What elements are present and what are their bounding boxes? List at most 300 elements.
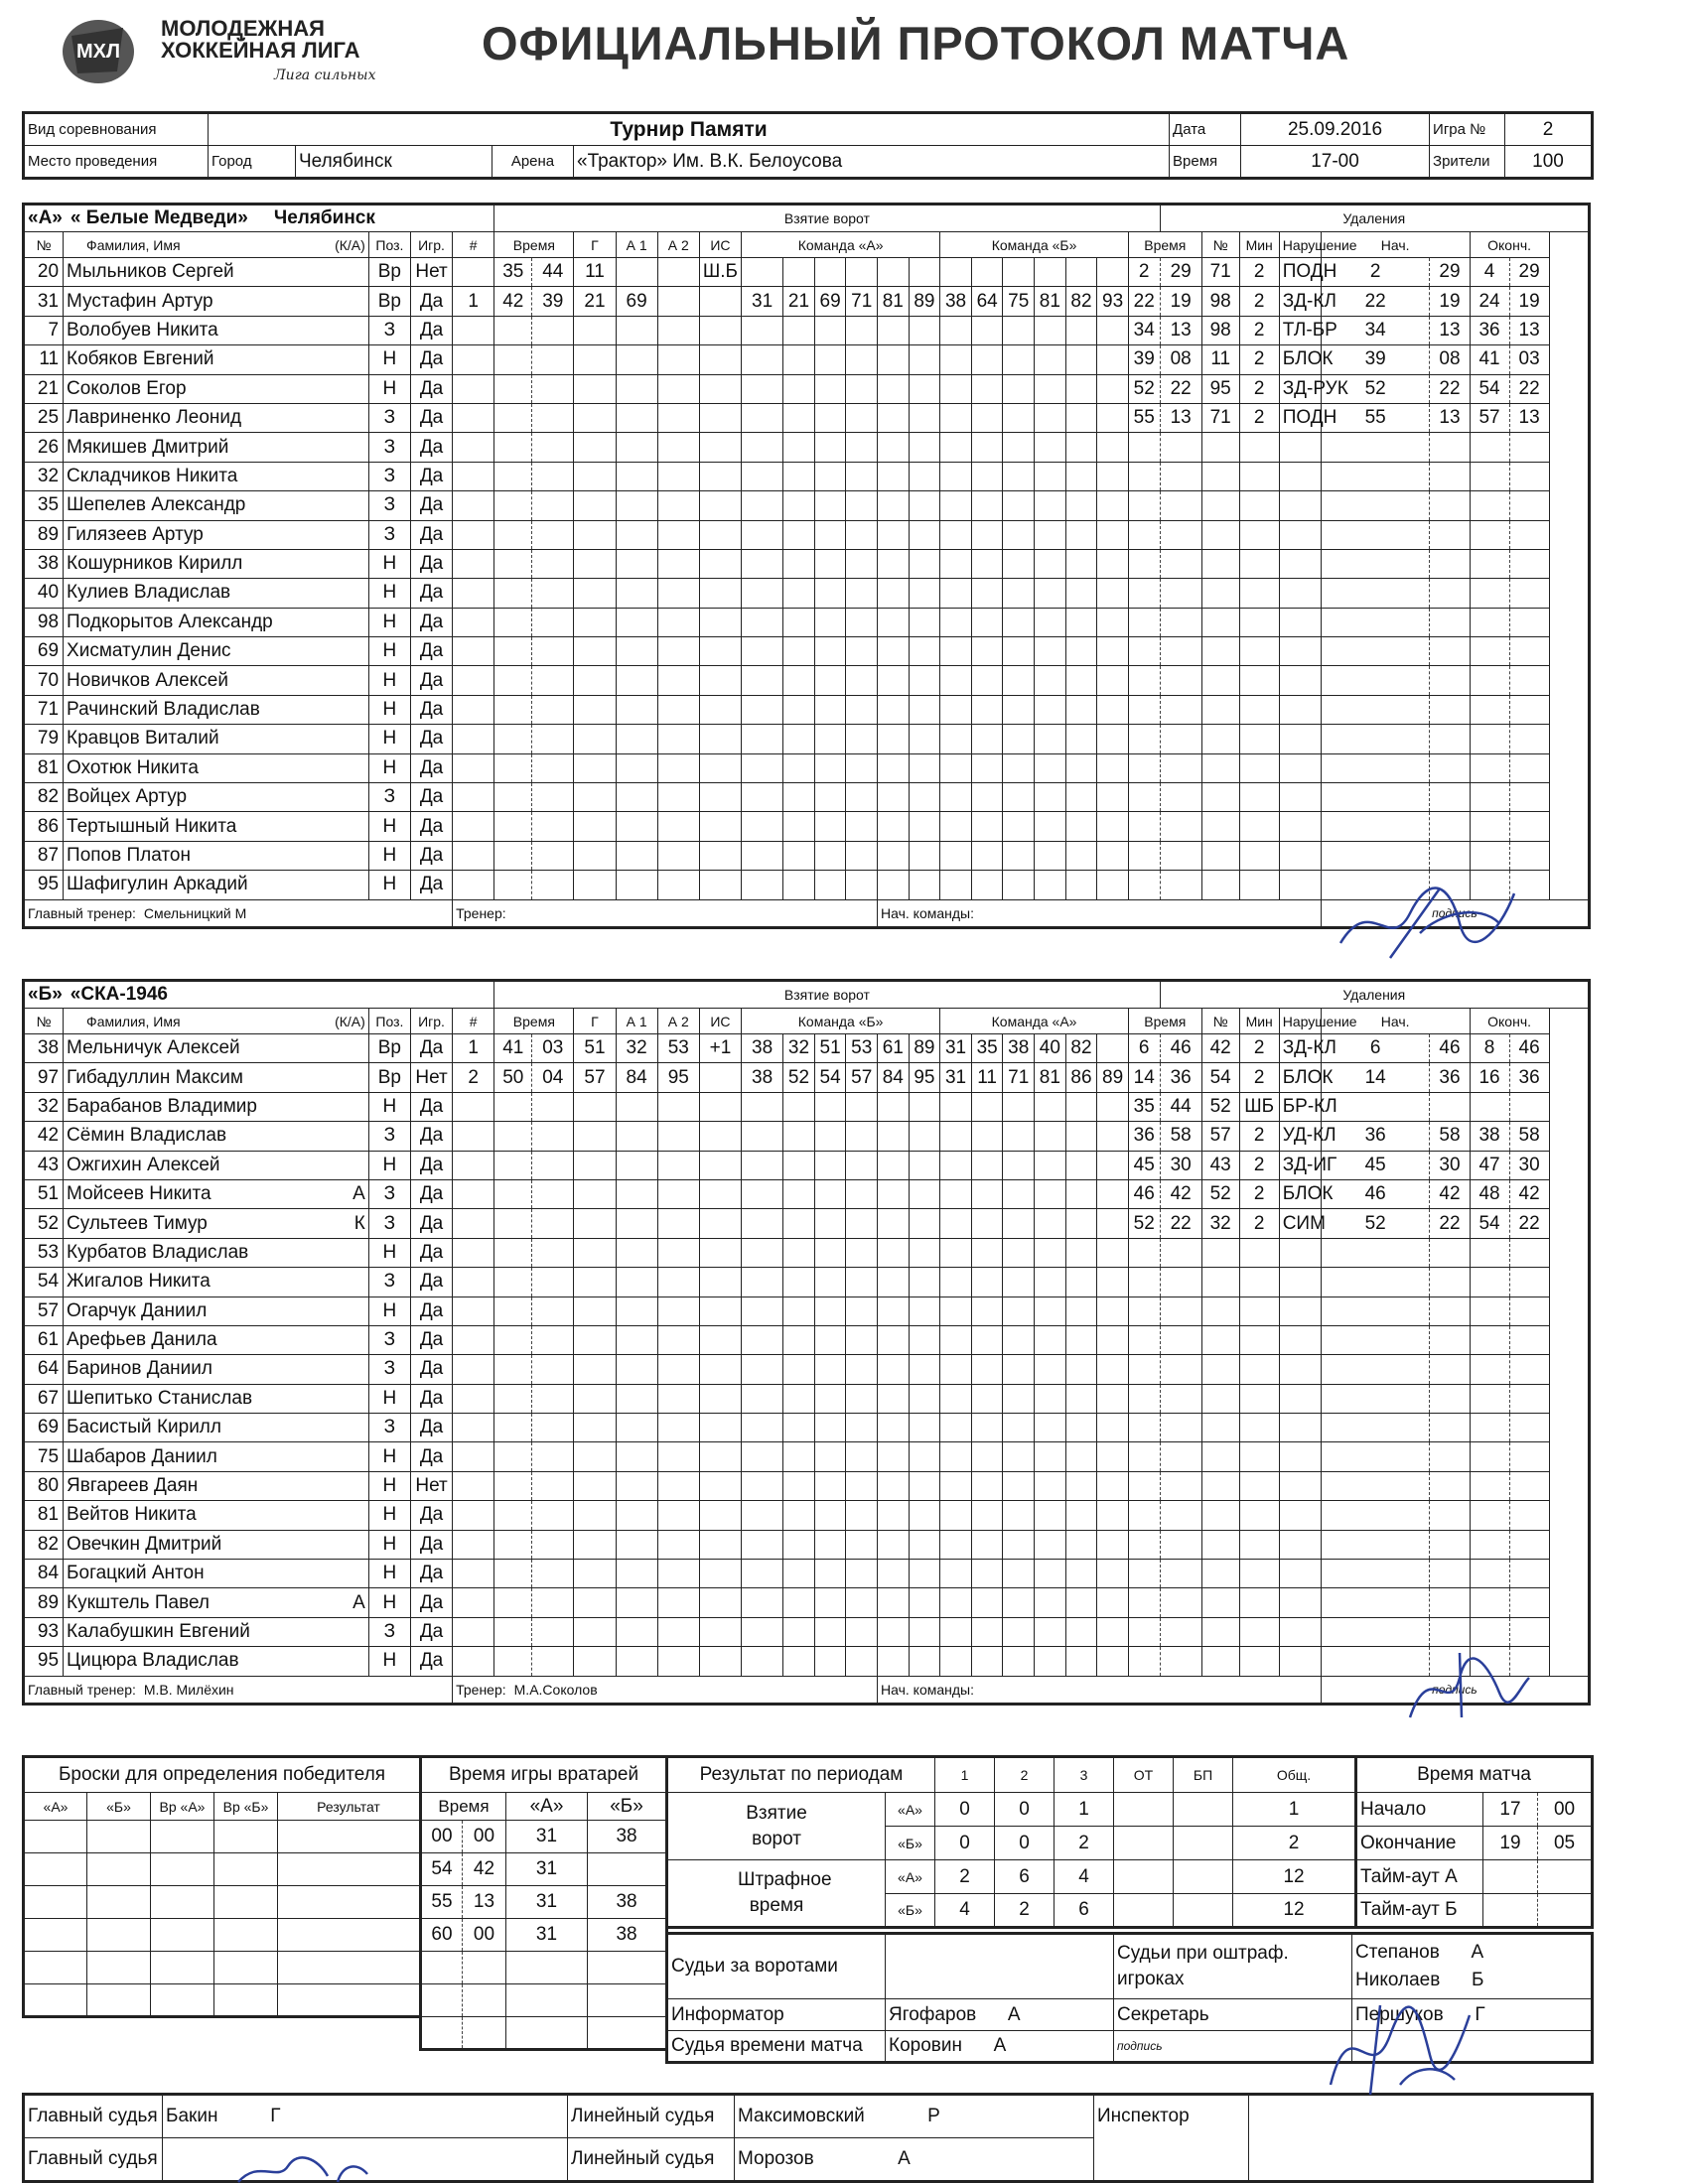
goal-time-mm bbox=[494, 520, 532, 549]
table-row bbox=[24, 608, 1590, 636]
goal-assist-2 bbox=[657, 374, 699, 403]
penalty-violation: БР-КЛ bbox=[1279, 1092, 1321, 1121]
goalie-time-ss: 00 bbox=[463, 1919, 506, 1952]
period-col: 3 bbox=[1055, 1757, 1114, 1793]
shootout-cell bbox=[278, 1886, 421, 1919]
onice-opp-player bbox=[971, 783, 1003, 812]
goal-assist-1 bbox=[616, 1414, 657, 1442]
goal-time-ss bbox=[532, 520, 574, 549]
onice-own-player bbox=[742, 1530, 783, 1559]
onice-opp-player bbox=[1035, 1647, 1066, 1676]
penalty-violation: БЛОК bbox=[1279, 345, 1321, 374]
penalty-start-ss bbox=[1430, 1588, 1470, 1617]
onice-own-player bbox=[742, 1560, 783, 1588]
penalty-start-mm bbox=[1321, 695, 1430, 724]
spectators-label: Зрители bbox=[1430, 146, 1505, 179]
onice-opp-player: 38 bbox=[1003, 1034, 1035, 1063]
onice-opp-player bbox=[1035, 637, 1066, 666]
onice-own-player bbox=[783, 520, 815, 549]
player-name bbox=[64, 345, 369, 374]
penalty-violation: БЛОК bbox=[1279, 1179, 1321, 1208]
penalty-time-ss bbox=[1160, 1647, 1201, 1676]
onice-opp-player bbox=[940, 637, 972, 666]
onice-opp-player bbox=[971, 462, 1003, 490]
periods-goals-value: 2 bbox=[1055, 1827, 1114, 1860]
match-end-mm: 19 bbox=[1483, 1827, 1538, 1860]
player-name-text: Мыльников Сергей bbox=[67, 261, 234, 283]
onice-opp-player bbox=[1003, 258, 1035, 287]
shootout-cell bbox=[24, 1821, 87, 1853]
onice-opp-player bbox=[971, 403, 1003, 432]
penalty-end-mm: 54 bbox=[1470, 1209, 1509, 1238]
onice-opp-player: 38 bbox=[940, 287, 972, 316]
penalty-end-ss bbox=[1509, 462, 1549, 490]
periods-goals-value bbox=[1174, 1793, 1233, 1827]
onice-own-player bbox=[909, 608, 940, 636]
table-row bbox=[24, 637, 1590, 666]
onice-opp-player bbox=[1065, 1268, 1097, 1297]
penalty-minutes: 2 bbox=[1239, 1122, 1279, 1151]
penalty-time-ss bbox=[1160, 1325, 1201, 1354]
goal-time-mm: 50 bbox=[494, 1063, 532, 1092]
penalty-time-mm: 45 bbox=[1128, 1151, 1160, 1179]
table-row bbox=[24, 1647, 1590, 1676]
penalty-end-mm bbox=[1470, 1414, 1509, 1442]
team-header-header-prefix: «Б» bbox=[28, 984, 63, 1005]
col-is: ИС bbox=[699, 1009, 741, 1034]
periods-goals-value bbox=[1114, 1827, 1174, 1860]
shootout-cell bbox=[151, 1853, 214, 1886]
penalty-judge1-initial: А bbox=[1471, 1942, 1484, 1963]
goalie-time-col-time: Время bbox=[421, 1793, 506, 1821]
onice-own-player bbox=[742, 1122, 783, 1151]
penalty-start-ss bbox=[1430, 491, 1470, 520]
player-name-text: Новичков Алексей bbox=[67, 669, 228, 691]
player-number: 11 bbox=[24, 345, 64, 374]
onice-opp-player bbox=[1035, 316, 1066, 344]
onice-own-player bbox=[783, 1384, 815, 1413]
penalty-time-ss: 42 bbox=[1160, 1179, 1201, 1208]
penalty-time-ss bbox=[1160, 1268, 1201, 1297]
onice-own-player bbox=[783, 491, 815, 520]
logo-text: МХЛ bbox=[75, 41, 121, 63]
onice-opp-player bbox=[1097, 258, 1129, 287]
goal-number bbox=[453, 1209, 494, 1238]
goal-time-ss bbox=[532, 579, 574, 608]
penalty-player bbox=[1201, 695, 1239, 724]
penalty-time-ss bbox=[1160, 637, 1201, 666]
onice-opp-player bbox=[940, 549, 972, 578]
goalie-time-a: 31 bbox=[506, 1821, 588, 1853]
onice-opp-player bbox=[971, 433, 1003, 462]
player-played: Да bbox=[410, 871, 452, 899]
goal-assist-1 bbox=[616, 345, 657, 374]
onice-own-player bbox=[909, 753, 940, 782]
onice-own-player bbox=[909, 1471, 940, 1500]
table-row bbox=[24, 666, 1590, 695]
onice-opp-player bbox=[1097, 1588, 1129, 1617]
onice-opp-player bbox=[971, 1384, 1003, 1413]
onice-opp-player bbox=[1097, 666, 1129, 695]
onice-own-player bbox=[846, 1588, 878, 1617]
onice-opp-player: 40 bbox=[1035, 1034, 1066, 1063]
table-row bbox=[24, 1034, 1590, 1063]
onice-own-player bbox=[783, 841, 815, 870]
table-row bbox=[24, 695, 1590, 724]
onice-own-player bbox=[878, 316, 910, 344]
periods-pim-value: 4 bbox=[1055, 1860, 1114, 1894]
penalty-violation bbox=[1279, 753, 1321, 782]
onice-opp-player bbox=[1003, 1325, 1035, 1354]
goalie-time-ss: 00 bbox=[463, 1821, 506, 1853]
goal-situation bbox=[699, 1588, 741, 1617]
penalty-end-ss bbox=[1509, 1617, 1549, 1646]
player-name bbox=[64, 812, 369, 841]
goal-assist-1 bbox=[616, 1297, 657, 1325]
goal-situation bbox=[699, 1209, 741, 1238]
penalty-start-mm bbox=[1321, 1501, 1430, 1530]
col-pen-start: Нач. bbox=[1321, 1009, 1470, 1034]
team-a-protocol bbox=[22, 203, 1591, 929]
periods-pim-value: 12 bbox=[1233, 1894, 1356, 1928]
penalty-end-ss bbox=[1509, 1238, 1549, 1267]
onice-own-player bbox=[878, 1355, 910, 1384]
goalie-time-ss bbox=[463, 1984, 506, 2017]
player-name bbox=[64, 1442, 369, 1471]
goal-time-ss bbox=[532, 433, 574, 462]
goalie-time-col-a: «А» bbox=[506, 1793, 588, 1821]
penalty-start-ss bbox=[1430, 1238, 1470, 1267]
onice-own-player bbox=[742, 1268, 783, 1297]
penalty-end-mm: 36 bbox=[1470, 316, 1509, 344]
penalty-time-mm bbox=[1128, 783, 1160, 812]
linesman-2-name: Морозов bbox=[738, 2148, 814, 2169]
player-name bbox=[64, 1034, 369, 1063]
onice-own-player bbox=[846, 666, 878, 695]
onice-own-player bbox=[742, 520, 783, 549]
goal-time-mm bbox=[494, 812, 532, 841]
penalty-start-ss: 22 bbox=[1430, 1209, 1470, 1238]
onice-own-player: 71 bbox=[846, 287, 878, 316]
penalty-player bbox=[1201, 1588, 1239, 1617]
onice-own-player bbox=[742, 1092, 783, 1121]
player-played: Да bbox=[410, 520, 452, 549]
onice-opp-player bbox=[1003, 345, 1035, 374]
onice-own-player bbox=[783, 1647, 815, 1676]
goal-number bbox=[453, 1414, 494, 1442]
goal-time-mm bbox=[494, 549, 532, 578]
penalty-start-mm: 2 bbox=[1321, 258, 1430, 287]
col-pen-min: Мин bbox=[1239, 232, 1279, 258]
penalty-end-mm bbox=[1470, 1471, 1509, 1500]
goal-assist-1 bbox=[616, 637, 657, 666]
onice-opp-player bbox=[1003, 1471, 1035, 1500]
penalty-start-mm bbox=[1321, 666, 1430, 695]
goal-assist-2 bbox=[657, 1560, 699, 1588]
player-number: 71 bbox=[24, 695, 64, 724]
penalty-time-ss bbox=[1160, 841, 1201, 870]
penalty-minutes bbox=[1239, 433, 1279, 462]
goal-number bbox=[453, 520, 494, 549]
penalty-end-ss bbox=[1509, 725, 1549, 753]
goal-scorer bbox=[574, 579, 616, 608]
goal-situation bbox=[699, 579, 741, 608]
onice-own-player bbox=[909, 1238, 940, 1267]
onice-opp-player bbox=[1003, 491, 1035, 520]
penalty-start-mm: 45 bbox=[1321, 1151, 1430, 1179]
goal-situation bbox=[699, 725, 741, 753]
onice-own-player bbox=[878, 1122, 910, 1151]
onice-opp-player bbox=[971, 1325, 1003, 1354]
player-pos: З bbox=[368, 1122, 410, 1151]
onice-opp-player bbox=[1003, 812, 1035, 841]
table-row bbox=[24, 1530, 1590, 1559]
penalty-violation bbox=[1279, 841, 1321, 870]
penalty-end-ss: 36 bbox=[1509, 1063, 1549, 1092]
player-number: 69 bbox=[24, 1414, 64, 1442]
col-ka-label: (К/А) bbox=[335, 236, 365, 253]
goal-assist-1 bbox=[616, 374, 657, 403]
onice-own-player bbox=[846, 1179, 878, 1208]
penalty-minutes bbox=[1239, 871, 1279, 899]
onice-own-player bbox=[878, 579, 910, 608]
goal-assist-1: 69 bbox=[616, 287, 657, 316]
goal-assist-2 bbox=[657, 520, 699, 549]
onice-opp-player bbox=[1097, 1355, 1129, 1384]
onice-opp-player bbox=[940, 666, 972, 695]
penalty-time-mm: 6 bbox=[1128, 1034, 1160, 1063]
penalty-start-mm bbox=[1321, 753, 1430, 782]
onice-opp-player bbox=[971, 1238, 1003, 1267]
penalty-start-ss bbox=[1430, 1530, 1470, 1559]
onice-opp-player bbox=[1035, 1560, 1066, 1588]
penalty-time-ss: 13 bbox=[1160, 403, 1201, 432]
onice-opp-player bbox=[971, 1471, 1003, 1500]
periods-team-b: «Б» bbox=[886, 1827, 935, 1860]
goal-time-ss bbox=[532, 1588, 574, 1617]
onice-own-player bbox=[878, 462, 910, 490]
player-played: Да bbox=[410, 579, 452, 608]
player-played: Да bbox=[410, 1384, 452, 1413]
goal-situation bbox=[699, 433, 741, 462]
onice-opp-player bbox=[940, 1355, 972, 1384]
goal-time-ss bbox=[532, 374, 574, 403]
penalty-end-mm bbox=[1470, 433, 1509, 462]
goal-scorer bbox=[574, 1414, 616, 1442]
goal-assist-1 bbox=[616, 491, 657, 520]
penalty-minutes bbox=[1239, 520, 1279, 549]
penalties-section-title: Удаления bbox=[1160, 981, 1589, 1009]
onice-own-player bbox=[846, 345, 878, 374]
onice-opp-player bbox=[1065, 1414, 1097, 1442]
onice-own-player bbox=[783, 1122, 815, 1151]
onice-own-player bbox=[909, 1384, 940, 1413]
onice-opp-player bbox=[940, 1268, 972, 1297]
player-name bbox=[64, 695, 369, 724]
player-played: Да bbox=[410, 1268, 452, 1297]
onice-own-player bbox=[846, 579, 878, 608]
player-name bbox=[64, 579, 369, 608]
penalty-judges-label: Судьи при оштраф. игроках bbox=[1114, 1934, 1352, 1999]
table-row bbox=[24, 1384, 1590, 1413]
player-name-text: Войцех Артур bbox=[67, 786, 188, 808]
goal-assist-2 bbox=[657, 549, 699, 578]
penalty-violation bbox=[1279, 783, 1321, 812]
penalty-violation bbox=[1279, 491, 1321, 520]
goalie-time-col-b: «Б» bbox=[588, 1793, 667, 1821]
city-label: Город bbox=[209, 146, 296, 179]
penalty-end-mm: 48 bbox=[1470, 1179, 1509, 1208]
penalty-start-ss: 36 bbox=[1430, 1063, 1470, 1092]
col-g: Г bbox=[574, 1009, 616, 1034]
onice-opp-player bbox=[1035, 841, 1066, 870]
onice-opp-player: 31 bbox=[940, 1063, 972, 1092]
penalty-player bbox=[1201, 783, 1239, 812]
periods-pim-value: 6 bbox=[1055, 1894, 1114, 1928]
onice-own-player bbox=[846, 1384, 878, 1413]
penalty-violation: ЗД-РУК bbox=[1279, 374, 1321, 403]
penalty-time-mm: 36 bbox=[1128, 1122, 1160, 1151]
goalie-time-ss: 13 bbox=[463, 1886, 506, 1919]
onice-own-player bbox=[846, 1560, 878, 1588]
onice-opp-player bbox=[940, 695, 972, 724]
penalty-violation: СИМ bbox=[1279, 1209, 1321, 1238]
goal-scorer bbox=[574, 1501, 616, 1530]
penalty-start-mm bbox=[1321, 579, 1430, 608]
onice-own-player bbox=[846, 1471, 878, 1500]
goal-situation bbox=[699, 1092, 741, 1121]
onice-own-player bbox=[878, 258, 910, 287]
onice-own-player bbox=[846, 753, 878, 782]
goal-time-ss bbox=[532, 841, 574, 870]
penalty-minutes bbox=[1239, 1414, 1279, 1442]
main-referee-label-2: Главный судья bbox=[24, 2138, 163, 2182]
onice-own-player bbox=[878, 1442, 910, 1471]
penalty-time-ss bbox=[1160, 462, 1201, 490]
goal-assist-2 bbox=[657, 462, 699, 490]
col-onice-own: Команда «А» bbox=[742, 232, 940, 258]
player-pos: Вр bbox=[368, 258, 410, 287]
onice-own-player bbox=[814, 1297, 846, 1325]
goal-situation bbox=[699, 1151, 741, 1179]
onice-own-player bbox=[742, 403, 783, 432]
penalty-player: 11 bbox=[1201, 345, 1239, 374]
penalty-judges-value bbox=[1352, 1934, 1593, 1999]
onice-opp-player bbox=[940, 1209, 972, 1238]
penalty-start-ss bbox=[1430, 1471, 1470, 1500]
penalty-start-ss bbox=[1430, 1268, 1470, 1297]
onice-opp-player bbox=[1097, 1501, 1129, 1530]
goal-assist-2 bbox=[657, 812, 699, 841]
onice-opp-player bbox=[1035, 753, 1066, 782]
player-pos: Н bbox=[368, 1501, 410, 1530]
penalty-player bbox=[1201, 1471, 1239, 1500]
penalty-violation: ТЛ-БР bbox=[1279, 316, 1321, 344]
player-pos: Н bbox=[368, 579, 410, 608]
penalty-start-mm bbox=[1321, 1442, 1430, 1471]
match-info-table bbox=[22, 111, 1594, 180]
onice-own-player bbox=[783, 1179, 815, 1208]
goal-situation bbox=[699, 1617, 741, 1646]
goal-number bbox=[453, 1122, 494, 1151]
onice-opp-player bbox=[971, 579, 1003, 608]
onice-own-player bbox=[846, 1122, 878, 1151]
player-played: Да bbox=[410, 812, 452, 841]
mhl-logo bbox=[54, 16, 143, 85]
penalty-violation bbox=[1279, 1471, 1321, 1500]
penalty-time-ss bbox=[1160, 666, 1201, 695]
onice-opp-player bbox=[1035, 1122, 1066, 1151]
onice-opp-player bbox=[1065, 1471, 1097, 1500]
player-played: Да bbox=[410, 1442, 452, 1471]
player-number: 67 bbox=[24, 1384, 64, 1413]
player-number: 89 bbox=[24, 520, 64, 549]
onice-opp-player bbox=[1097, 579, 1129, 608]
goal-assist-2 bbox=[657, 1179, 699, 1208]
onice-own-player bbox=[878, 695, 910, 724]
penalty-start-mm bbox=[1321, 608, 1430, 636]
goal-situation bbox=[699, 1384, 741, 1413]
onice-opp-player bbox=[1065, 520, 1097, 549]
penalty-time-ss bbox=[1160, 1414, 1201, 1442]
penalty-violation bbox=[1279, 871, 1321, 899]
onice-opp-player bbox=[1035, 871, 1066, 899]
penalty-violation: ЗД-КЛ bbox=[1279, 287, 1321, 316]
goal-number bbox=[453, 1560, 494, 1588]
onice-own-player bbox=[783, 1501, 815, 1530]
player-number: 31 bbox=[24, 287, 64, 316]
player-name-text: Попов Платон bbox=[67, 845, 191, 866]
goal-assist-2 bbox=[657, 579, 699, 608]
onice-opp-player bbox=[971, 1268, 1003, 1297]
goal-scorer bbox=[574, 374, 616, 403]
goal-situation bbox=[699, 1268, 741, 1297]
onice-own-player bbox=[909, 1588, 940, 1617]
goal-assist-1 bbox=[616, 1647, 657, 1676]
onice-own-player bbox=[909, 637, 940, 666]
goal-assist-2 bbox=[657, 258, 699, 287]
shootout-title: Броски для определения победителя bbox=[24, 1757, 421, 1793]
penalty-end-mm bbox=[1470, 1588, 1509, 1617]
penalty-start-ss bbox=[1430, 1560, 1470, 1588]
penalty-end-mm: 38 bbox=[1470, 1122, 1509, 1151]
goal-assist-2 bbox=[657, 1151, 699, 1179]
player-pos: Н bbox=[368, 345, 410, 374]
player-number: 21 bbox=[24, 374, 64, 403]
player-name-text: Баринов Даниил bbox=[67, 1358, 212, 1380]
goal-assist-2 bbox=[657, 608, 699, 636]
penalty-start-mm: 34 bbox=[1321, 316, 1430, 344]
shootout-col: «Б» bbox=[87, 1793, 151, 1821]
team-header-header-prefix: «А» bbox=[28, 207, 63, 228]
col-name-label: Фамилия, Имя bbox=[86, 1013, 181, 1029]
goal-number bbox=[453, 1179, 494, 1208]
goal-scorer bbox=[574, 1092, 616, 1121]
penalty-end-ss bbox=[1509, 1384, 1549, 1413]
penalty-time-ss bbox=[1160, 1355, 1201, 1384]
linesman-1 bbox=[735, 2095, 1094, 2138]
player-pos: З bbox=[368, 491, 410, 520]
onice-opp-player bbox=[971, 812, 1003, 841]
goal-number bbox=[453, 1617, 494, 1646]
penalty-start-mm: 22 bbox=[1321, 287, 1430, 316]
coach bbox=[453, 1676, 878, 1704]
penalty-player: 98 bbox=[1201, 287, 1239, 316]
penalty-start-ss bbox=[1430, 1384, 1470, 1413]
penalty-time-ss bbox=[1160, 1588, 1201, 1617]
penalty-violation: ПОДН bbox=[1279, 403, 1321, 432]
goal-number bbox=[453, 258, 494, 287]
